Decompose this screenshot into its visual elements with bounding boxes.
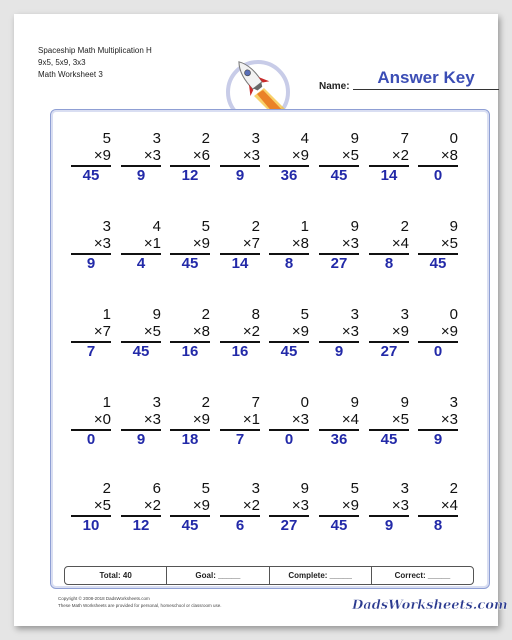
problem-multiplicand: 5 — [102, 130, 111, 147]
problem — [170, 394, 210, 448]
worksheet-subtitle: Math Worksheet 3 — [38, 70, 103, 79]
problem — [170, 480, 210, 534]
copyright-text: Copyright © 2008-2018 DadsWorksheets.com — [58, 596, 150, 601]
problem-multiplier: ×2 — [242, 497, 260, 514]
problem-multiplier: ×9 — [291, 147, 309, 164]
problem-answer: 45 — [181, 517, 199, 534]
problem-multiplicand: 5 — [300, 306, 309, 323]
problem-answer: 45 — [380, 431, 398, 448]
problem-multiplicand: 4 — [300, 130, 309, 147]
name-field — [319, 68, 499, 92]
problems-frame — [50, 109, 490, 589]
problem-answer: 45 — [181, 255, 199, 272]
problem-multiplicand: 2 — [400, 218, 409, 235]
problem-multiplier: ×5 — [391, 411, 409, 428]
problem — [319, 480, 359, 534]
problem-multiplier: ×3 — [341, 323, 359, 340]
problem-multiplier: ×0 — [93, 411, 111, 428]
problem-answer: 7 — [235, 431, 245, 448]
problem-multiplier: ×3 — [242, 147, 260, 164]
problem — [71, 218, 111, 272]
problem — [269, 480, 309, 534]
problem-answer: 12 — [181, 167, 199, 184]
problem-multiplicand: 2 — [251, 218, 260, 235]
problem-multiplier: ×6 — [192, 147, 210, 164]
problem-answer: 14 — [380, 167, 398, 184]
problem — [319, 394, 359, 448]
problem-answer: 45 — [429, 255, 447, 272]
problem — [220, 306, 260, 360]
problem-multiplier: ×3 — [341, 235, 359, 252]
problem-multiplier: ×2 — [391, 147, 409, 164]
problem — [418, 218, 458, 272]
problem-multiplicand: 9 — [350, 130, 359, 147]
problem-multiplicand: 3 — [152, 394, 161, 411]
worksheet-title: Spaceship Math Multiplication H — [38, 46, 152, 55]
total-cell: Total: 40 — [99, 571, 132, 580]
problem-multiplier: ×3 — [291, 497, 309, 514]
problem — [170, 130, 210, 184]
problem — [71, 130, 111, 184]
problem-answer: 12 — [132, 517, 150, 534]
problem-multiplicand: 2 — [102, 480, 111, 497]
problem — [319, 306, 359, 360]
problem-multiplicand: 3 — [400, 480, 409, 497]
problem-multiplicand: 0 — [449, 130, 458, 147]
problem — [121, 394, 161, 448]
problem-multiplier: ×7 — [242, 235, 260, 252]
complete-cell: Complete: _____ — [269, 567, 371, 584]
problem-multiplier: ×8 — [440, 147, 458, 164]
problem-multiplier: ×7 — [93, 323, 111, 340]
problem-answer: 16 — [231, 343, 249, 360]
logo-text: DadsWorksheets.com — [352, 598, 508, 613]
problem-answer: 16 — [181, 343, 199, 360]
problem — [369, 130, 409, 184]
problem — [269, 306, 309, 360]
problem — [121, 480, 161, 534]
problem — [121, 218, 161, 272]
problem-answer: 18 — [181, 431, 199, 448]
problem-multiplicand: 6 — [152, 480, 161, 497]
problem-multiplier: ×3 — [143, 147, 161, 164]
problem-answer: 6 — [235, 517, 245, 534]
problem — [220, 130, 260, 184]
usage-text: These Math Worksheets are provided for personal, homeschool or classroom use. — [58, 603, 222, 608]
problem-multiplier: ×2 — [143, 497, 161, 514]
problem-answer: 36 — [330, 431, 348, 448]
problem — [220, 480, 260, 534]
problem-multiplier: ×4 — [341, 411, 359, 428]
problem-multiplier: ×9 — [341, 497, 359, 514]
problem-multiplier: ×5 — [143, 323, 161, 340]
problem-answer: 45 — [330, 167, 348, 184]
problem-multiplier: ×8 — [192, 323, 210, 340]
problem-multiplier: ×5 — [341, 147, 359, 164]
problem — [369, 480, 409, 534]
problem — [269, 130, 309, 184]
problem-answer: 9 — [136, 431, 146, 448]
problem-answer: 10 — [82, 517, 100, 534]
score-footer — [64, 566, 474, 585]
problem-multiplier: ×3 — [291, 411, 309, 428]
problem — [269, 394, 309, 448]
problem-multiplier: ×9 — [192, 497, 210, 514]
problem-multiplicand: 1 — [300, 218, 309, 235]
problem-multiplicand: 0 — [300, 394, 309, 411]
problem-multiplicand: 2 — [201, 394, 210, 411]
problem-multiplier: ×1 — [143, 235, 161, 252]
problem-multiplicand: 2 — [201, 130, 210, 147]
problem — [319, 218, 359, 272]
problem-multiplier: ×3 — [143, 411, 161, 428]
problem — [319, 130, 359, 184]
problem-multiplier: ×3 — [440, 411, 458, 428]
problem-multiplier: ×3 — [391, 497, 409, 514]
problem-answer: 9 — [433, 431, 443, 448]
problem-multiplicand: 9 — [449, 218, 458, 235]
problem-answer: 7 — [86, 343, 96, 360]
problem-multiplier: ×9 — [192, 411, 210, 428]
problem-multiplicand: 3 — [400, 306, 409, 323]
problem-answer: 27 — [380, 343, 398, 360]
problem-multiplicand: 9 — [300, 480, 309, 497]
problem-answer: 45 — [330, 517, 348, 534]
problem — [269, 218, 309, 272]
problem-answer: 45 — [82, 167, 100, 184]
problem-answer: 36 — [280, 167, 298, 184]
problem — [71, 480, 111, 534]
problem-answer: 8 — [384, 255, 394, 272]
problem-multiplier: ×3 — [93, 235, 111, 252]
worksheet-facts: 9x5, 5x9, 3x3 — [38, 58, 86, 67]
problem — [220, 394, 260, 448]
problem-answer: 9 — [235, 167, 245, 184]
problem — [71, 306, 111, 360]
problem — [121, 130, 161, 184]
problem-multiplicand: 4 — [152, 218, 161, 235]
problem — [418, 306, 458, 360]
problem-multiplicand: 9 — [400, 394, 409, 411]
problem-answer: 45 — [280, 343, 298, 360]
problem-multiplicand: 3 — [350, 306, 359, 323]
problem — [418, 130, 458, 184]
problem-multiplier: ×2 — [242, 323, 260, 340]
problem-multiplicand: 9 — [152, 306, 161, 323]
problem-answer: 9 — [384, 517, 394, 534]
problem-multiplicand: 3 — [449, 394, 458, 411]
problem-answer: 9 — [86, 255, 96, 272]
problem — [418, 394, 458, 448]
problem-multiplier: ×9 — [192, 235, 210, 252]
problem-multiplier: ×9 — [291, 323, 309, 340]
problem-multiplicand: 3 — [152, 130, 161, 147]
problem-answer: 0 — [433, 167, 443, 184]
problem-multiplicand: 2 — [201, 306, 210, 323]
problem-answer: 45 — [132, 343, 150, 360]
problem — [369, 218, 409, 272]
problem-multiplicand: 3 — [251, 130, 260, 147]
problem-multiplicand: 5 — [201, 480, 210, 497]
problem-answer: 14 — [231, 255, 249, 272]
problem-multiplier: ×1 — [242, 411, 260, 428]
problem — [170, 218, 210, 272]
dadsworksheets-logo — [350, 593, 508, 615]
worksheet-page — [14, 14, 508, 626]
problem — [71, 394, 111, 448]
problem-answer: 27 — [330, 255, 348, 272]
problem-answer: 0 — [433, 343, 443, 360]
problem — [220, 218, 260, 272]
problem-answer: 8 — [433, 517, 443, 534]
problem — [170, 306, 210, 360]
problem — [121, 306, 161, 360]
problems-grid — [51, 110, 489, 588]
problem-multiplicand: 3 — [251, 480, 260, 497]
problem-multiplicand: 9 — [350, 394, 359, 411]
correct-cell: Correct: _____ — [371, 567, 473, 584]
problem — [418, 480, 458, 534]
name-underline — [353, 89, 499, 90]
problem-multiplicand: 7 — [251, 394, 260, 411]
problem-answer: 9 — [136, 167, 146, 184]
problem-answer: 0 — [86, 431, 96, 448]
problem-answer: 9 — [334, 343, 344, 360]
name-label: Name: — [319, 81, 350, 92]
problem-multiplier: ×9 — [93, 147, 111, 164]
problem-answer: 0 — [284, 431, 294, 448]
problem-multiplicand: 1 — [102, 394, 111, 411]
problem-multiplicand: 0 — [449, 306, 458, 323]
problem-multiplicand: 1 — [102, 306, 111, 323]
problem-multiplicand: 3 — [102, 218, 111, 235]
problem-multiplier: ×9 — [391, 323, 409, 340]
problem-multiplicand: 9 — [350, 218, 359, 235]
problem-answer: 4 — [136, 255, 146, 272]
problem-multiplicand: 2 — [449, 480, 458, 497]
problem-multiplier: ×5 — [93, 497, 111, 514]
problem-multiplier: ×5 — [440, 235, 458, 252]
problem-multiplier: ×4 — [440, 497, 458, 514]
problem-multiplicand: 7 — [400, 130, 409, 147]
problem — [369, 394, 409, 448]
problem-multiplier: ×9 — [440, 323, 458, 340]
answer-key-label: Answer Key — [377, 68, 475, 87]
problem-answer: 8 — [284, 255, 294, 272]
problem-multiplier: ×8 — [291, 235, 309, 252]
problem — [369, 306, 409, 360]
goal-cell: Goal: _____ — [166, 567, 268, 584]
problem-answer: 27 — [280, 517, 298, 534]
problem-multiplicand: 5 — [350, 480, 359, 497]
problem-multiplicand: 8 — [251, 306, 260, 323]
problem-multiplicand: 5 — [201, 218, 210, 235]
problem-multiplier: ×4 — [391, 235, 409, 252]
